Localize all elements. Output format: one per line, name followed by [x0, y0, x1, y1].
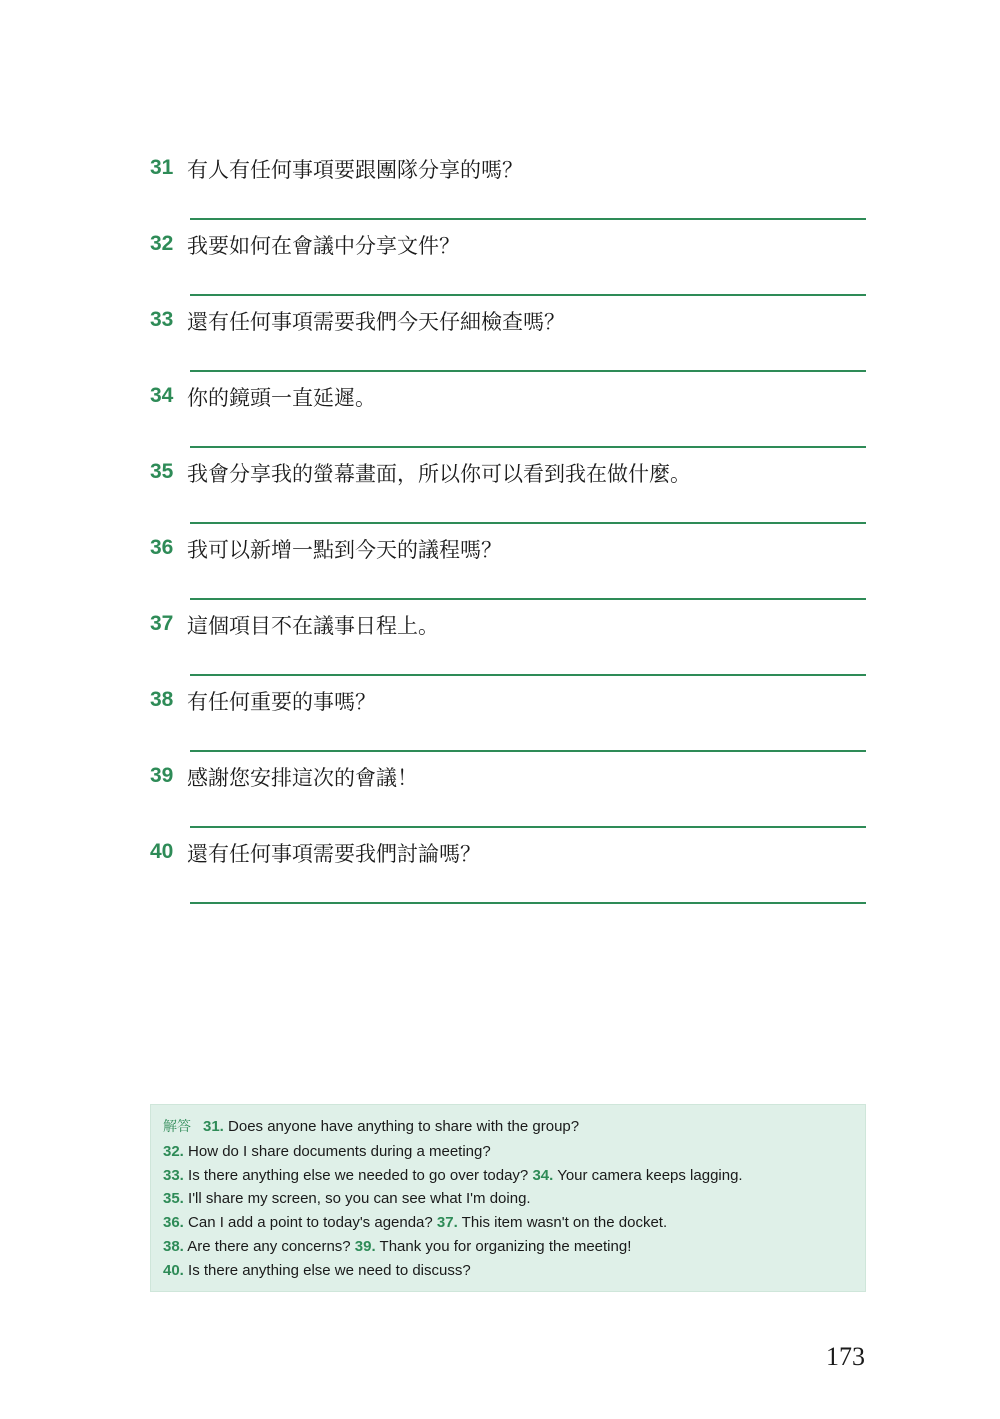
answer-number: 37. [436, 1214, 458, 1232]
exercise-prompt: 有任何重要的事嗎？ [187, 690, 376, 714]
exercise-item [150, 302, 866, 378]
answer-text: Is there anything else we needed to go over today? [183, 1166, 533, 1184]
answer-text: Are there any concerns? [183, 1237, 355, 1255]
exercise-number: 40 [150, 840, 174, 863]
answer-write-line[interactable] [190, 522, 866, 524]
exercise-item [150, 150, 866, 226]
answer-number: 35. [163, 1190, 184, 1208]
exercise-list [150, 150, 866, 910]
answer-number: 40. [163, 1261, 184, 1279]
answer-write-line[interactable] [190, 902, 866, 904]
exercise-prompt: 我要如何在會議中分享文件？ [187, 234, 460, 258]
answer-number: 34. [532, 1166, 554, 1184]
answer-key-line [163, 1115, 853, 1140]
answer-text: Thank you for organizing the meeting! [375, 1237, 632, 1255]
exercise-item [150, 682, 866, 758]
exercise-number: 37 [150, 612, 174, 635]
exercise-prompt: 我可以新增一點到今天的議程嗎？ [187, 538, 502, 562]
answer-text: Is there anything else we need to discuss? [183, 1261, 471, 1279]
answer-key-line [163, 1235, 853, 1259]
answer-key-line [163, 1164, 853, 1188]
answer-key-line [163, 1140, 853, 1164]
answer-write-line[interactable] [190, 218, 866, 220]
answer-write-line[interactable] [190, 674, 866, 676]
exercise-item [150, 530, 866, 606]
exercise-item [150, 758, 866, 834]
answer-key-label: 解答 [163, 1119, 191, 1135]
answer-number: 31. [203, 1118, 224, 1135]
answer-number: 38. [163, 1237, 184, 1255]
exercise-item [150, 378, 866, 454]
exercise-number: 31 [150, 156, 174, 179]
exercise-number: 34 [150, 384, 174, 407]
exercise-prompt: 你的鏡頭一直延遲。 [187, 386, 376, 410]
exercise-item [150, 226, 866, 302]
exercise-prompt: 有人有任何事項要跟團隊分享的嗎？ [187, 158, 523, 182]
answer-text: Does anyone have anything to share with the group? [223, 1118, 580, 1135]
exercise-prompt: 這個項目不在議事日程上。 [187, 614, 439, 638]
answer-number: 32. [163, 1142, 184, 1160]
answer-key-line [163, 1187, 853, 1211]
exercise-number: 36 [150, 536, 174, 559]
answer-text: I'll share my screen, so you can see what I'm doing. [183, 1190, 531, 1208]
answer-text: Can I add a point to today's agenda? [183, 1214, 437, 1232]
exercise-number: 33 [150, 308, 174, 331]
exercise-prompt: 我會分享我的螢幕畫面，所以你可以看到我在做什麼。 [187, 462, 691, 486]
answer-number: 33. [163, 1166, 184, 1184]
exercise-prompt: 感謝您安排這次的會議！ [187, 766, 418, 790]
page-number: 173 [826, 1342, 865, 1371]
answer-text: How do I share documents during a meeting? [183, 1142, 491, 1160]
exercise-item [150, 454, 866, 530]
exercise-number: 38 [150, 688, 174, 711]
exercise-prompt: 還有任何事項需要我們今天仔細檢查嗎？ [187, 310, 565, 334]
answer-key-line [163, 1259, 853, 1283]
exercise-prompt: 還有任何事項需要我們討論嗎？ [187, 842, 481, 866]
exercise-number: 39 [150, 764, 174, 787]
answer-write-line[interactable] [190, 446, 866, 448]
answer-key-box [150, 1104, 866, 1292]
answer-write-line[interactable] [190, 370, 866, 372]
answer-write-line[interactable] [190, 294, 866, 296]
answer-number: 39. [354, 1237, 376, 1255]
exercise-number: 32 [150, 232, 174, 255]
answer-write-line[interactable] [190, 750, 866, 752]
answer-write-line[interactable] [190, 598, 866, 600]
answer-text: This item wasn't on the docket. [457, 1214, 668, 1232]
answer-text: Your camera keeps lagging. [553, 1166, 743, 1184]
answer-key-line [163, 1211, 853, 1235]
exercise-item [150, 606, 866, 682]
exercise-item [150, 834, 866, 910]
answer-write-line[interactable] [190, 826, 866, 828]
exercise-number: 35 [150, 460, 174, 483]
answer-number: 36. [163, 1214, 184, 1232]
